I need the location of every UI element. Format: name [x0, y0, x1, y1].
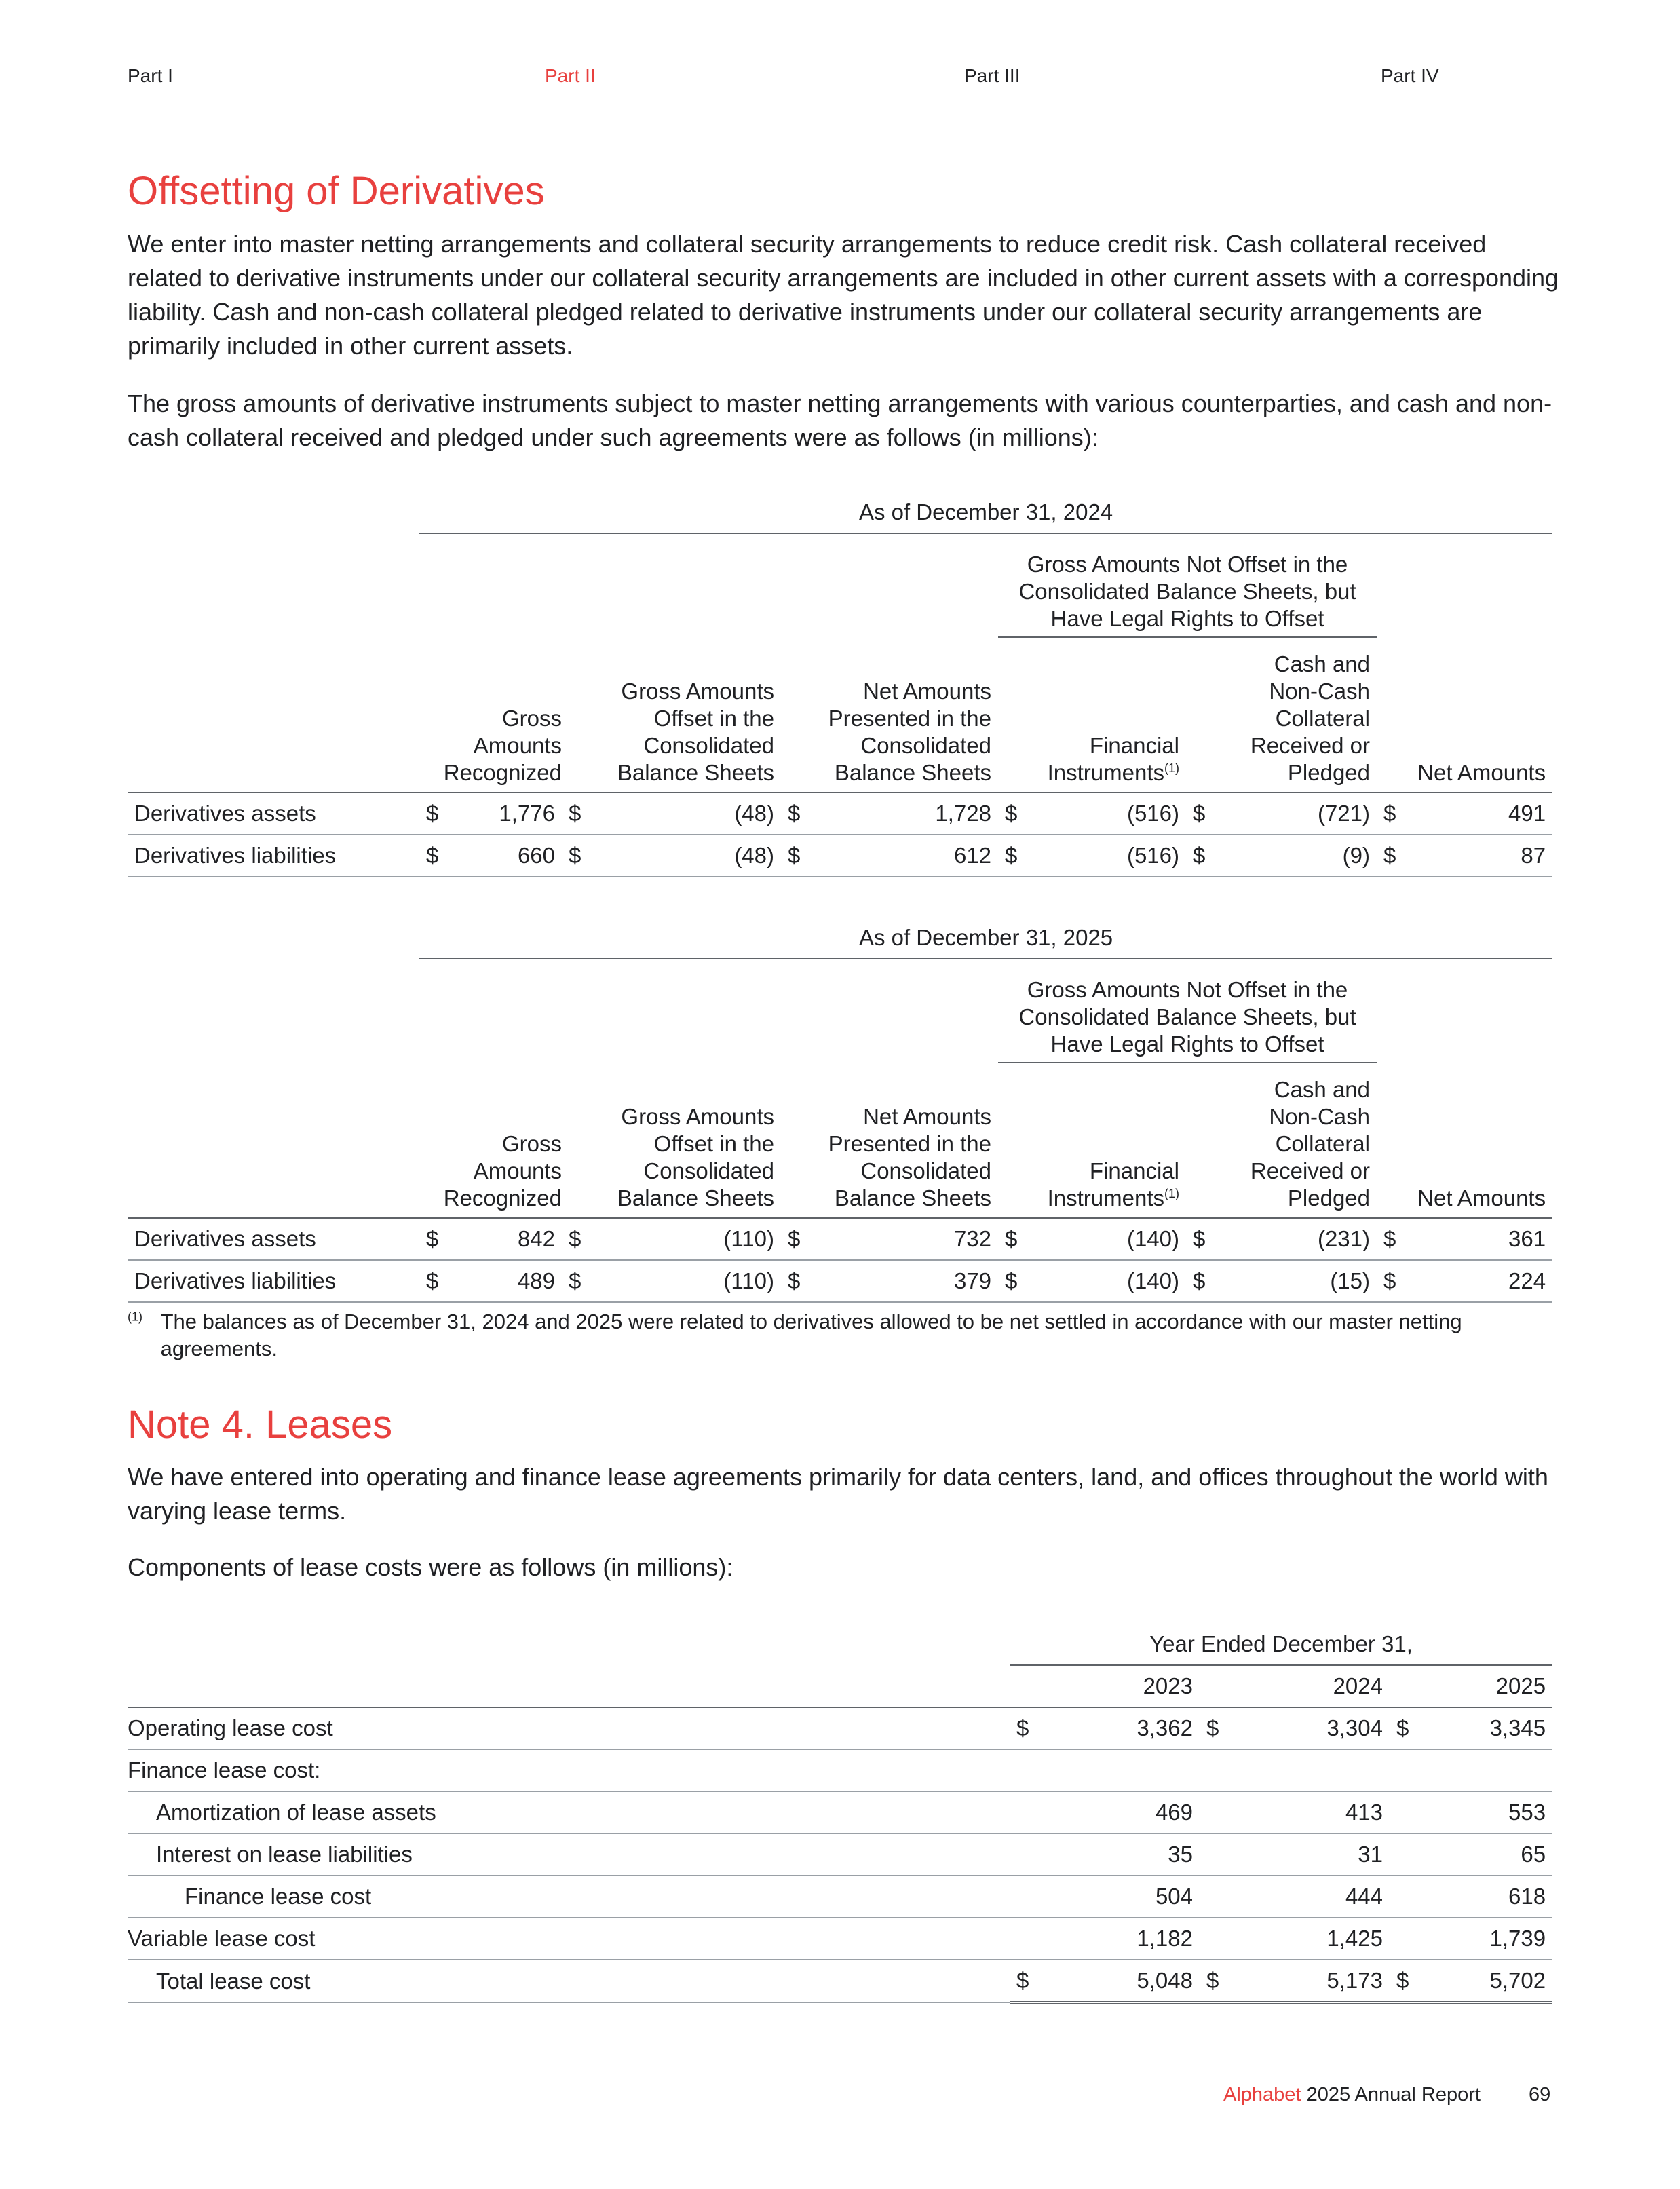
derivatives-table-2025 [128, 917, 1552, 1303]
leases-paragraph-1: We have entered into operating and finance lease agreements primarily for data centers, land, and offices throughout the world with varying lease terms. [128, 1463, 1548, 1525]
header-net-presented: Net Amounts Presented in the Consolidated Balance Sheets [781, 637, 998, 793]
lease-period-header: Year Ended December 31, [1010, 1624, 1552, 1665]
table-row: Derivatives assets $ 842 $ (110) $ 732 $ (140) $ (231) $ 361 [128, 1218, 1552, 1260]
table-row: Interest on lease liabilities 35 31 65 [128, 1833, 1552, 1876]
header-financial: Financial Instruments$^{(1)}$ [998, 1063, 1186, 1218]
header-offset: Gross Amounts Offset in the Consolidated Balance Sheets [562, 1063, 781, 1218]
table-row: Finance lease cost: [128, 1749, 1552, 1791]
header-not-offset-group: Gross Amounts Not Offset in the Consolidated Balance Sheets, but Have Legal Rights to Offset [998, 959, 1377, 1063]
table-row: Amortization of lease assets 469 413 553 [128, 1791, 1552, 1833]
table-period-2025: As of December 31, 2025 [419, 917, 1552, 959]
table-row: Finance lease cost 504 444 618 [128, 1876, 1552, 1918]
header-cash-collateral: Cash and Non-Cash Collateral Received or Pledged [1186, 637, 1377, 793]
year-header: 2025 [1390, 1665, 1552, 1707]
header-net-presented: Net Amounts Presented in the Consolidated Balance Sheets [781, 1063, 998, 1218]
section-title-leases: Note 4. Leases [128, 1403, 393, 1447]
table-row: Derivatives liabilities $ 660 $ (48) $ 612 $ (516) $ (9) $ 87 [128, 835, 1552, 877]
header-cash-collateral: Cash and Non-Cash Collateral Received or Pledged [1186, 1063, 1377, 1218]
table-row: Variable lease cost 1,182 1,425 1,739 [128, 1918, 1552, 1960]
intro-paragraph-1: We enter into master netting arrangements and collateral security arrangements to reduce credit risk. Cash collateral received related to derivative instruments under our collateral security arrangements are included in other current assets with a corresponding liability. Cash and non-cash collateral pledged related to derivative instruments under our collateral security arrangements are primarily included in other current assets. [128, 230, 1559, 360]
derivatives-table-2024 [128, 492, 1552, 877]
footer-report-title: 2025 Annual Report [1306, 2084, 1481, 2106]
nav-part-4[interactable]: Part IV [1381, 65, 1439, 86]
section-title-offsetting: Offsetting of Derivatives [128, 169, 545, 213]
nav-part-2[interactable]: Part II [545, 65, 596, 86]
table-row-total: Total lease cost $ 5,048 $ 5,173 $ 5,702 [128, 1960, 1552, 2002]
header-net-amounts: Net Amounts [1377, 1063, 1552, 1218]
footnote [128, 1308, 1552, 1363]
header-gross: Gross Amounts Recognized [419, 637, 562, 793]
footer-brand: Alphabet [1223, 2084, 1301, 2106]
leases-paragraph-2: Components of lease costs were as follows (in millions): [128, 1553, 733, 1581]
footnote-text: The balances as of December 31, 2024 and 2025 were related to derivatives allowed to be net settled in accordance with our master netting agreements. [160, 1310, 1462, 1360]
intro-paragraph-2: The gross amounts of derivative instruments subject to master netting arrangements with various counterparties, and cash and non-cash collateral received and pledged under such agreements were as follows (in millions): [128, 389, 1552, 451]
header-gross: Gross Amounts Recognized [419, 1063, 562, 1218]
table-period-2024: As of December 31, 2024 [419, 492, 1552, 533]
lease-costs-table [128, 1624, 1552, 2004]
year-header: 2023 [1010, 1665, 1200, 1707]
page-number: 69 [1529, 2084, 1551, 2106]
nav-part-1[interactable]: Part I [128, 65, 173, 86]
table-row: Derivatives liabilities $ 489 $ (110) $ 379 $ (140) $ (15) $ 224 [128, 1260, 1552, 1302]
year-header: 2024 [1200, 1665, 1390, 1707]
table-row: Derivatives assets $ 1,776 $ (48) $ 1,728 $ (516) $ (721) $ 491 [128, 793, 1552, 835]
header-offset: Gross Amounts Offset in the Consolidated Balance Sheets [562, 637, 781, 793]
nav-part-3[interactable]: Part III [964, 65, 1020, 86]
footnote-marker: (1) [128, 1310, 142, 1324]
table-row: Operating lease cost $ 3,362 $ 3,304 $ 3,345 [128, 1707, 1552, 1749]
header-financial: Financial Instruments$^{(1)}$ [998, 637, 1186, 793]
footer-report [1223, 2084, 1481, 2106]
header-not-offset-group: Gross Amounts Not Offset in the Consolidated Balance Sheets, but Have Legal Rights to Offset [998, 533, 1377, 637]
header-net-amounts: Net Amounts [1377, 637, 1552, 793]
